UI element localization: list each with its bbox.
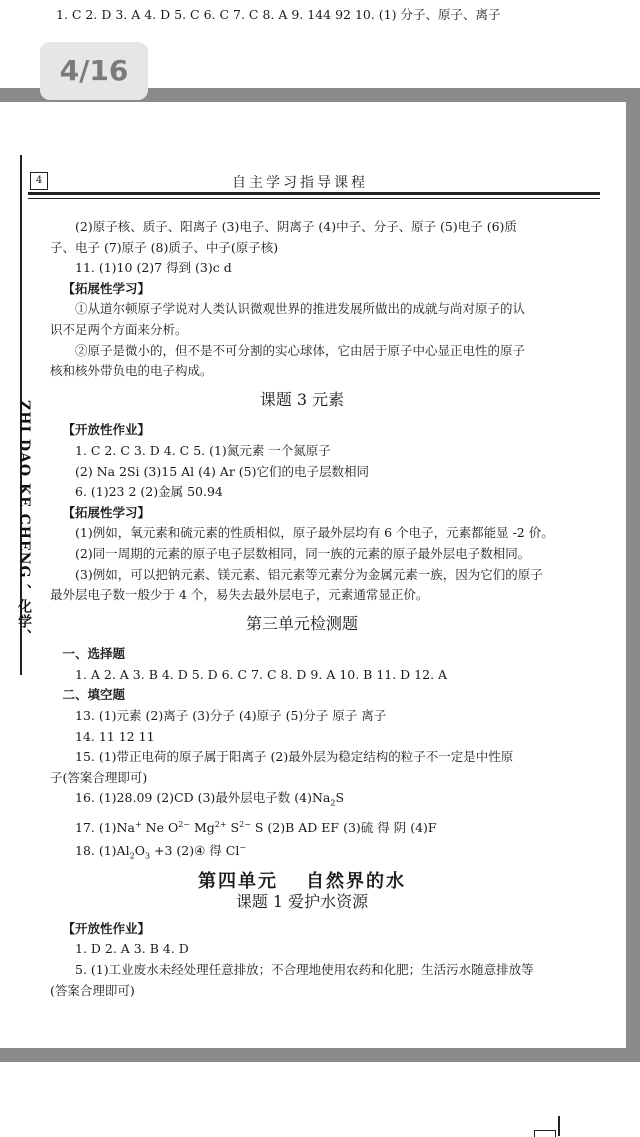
text-line: 16. (1)28.09 (2)CD (3)最外层电子数 $(4)Na_2S$ bbox=[75, 790, 345, 808]
text-line: 14. 11 12 11 bbox=[75, 728, 155, 744]
text-line: 1. A 2. A 3. B 4. D 5. D 6. C 7. C 8. D 9. A 10. B 11. D 12. A bbox=[75, 666, 448, 682]
text-line: 13. (1)元素 (2)离子 (3)分子 (4)原子 (5)分子 原子 离子 bbox=[75, 708, 387, 724]
text-line: 18. $(1)Al_2O_3 +3$ (2)④ 得 Cl− bbox=[75, 843, 247, 861]
lesson-title: 课题 1 爱护水资源 bbox=[235, 892, 369, 912]
text-line: (2) Na 2Si (3)15 Al (4) Ar (5)它们的电子层数相同 bbox=[75, 463, 369, 479]
text-line: 核和核外带负电的电子构成。 bbox=[50, 363, 213, 379]
answer-content bbox=[50, 217, 554, 1001]
text-line: ②原子是微小的，但不是不可分割的实心球体，它由居于原子中心显正电性的原子 bbox=[75, 342, 526, 358]
section-heading: 【开放性作业】 bbox=[62, 920, 151, 936]
page-right-edge bbox=[626, 88, 640, 1062]
section-heading: 一、选择题 bbox=[62, 646, 126, 662]
text-line: 11. (1)10 (2)7 得到 (3)c d bbox=[75, 260, 232, 276]
vertical-side-text: ZHI DAO KE CHENG 、化学、 bbox=[16, 400, 32, 645]
text-line: 1. C 2. C 3. D 4. C 5. (1)氮元素 一个氮原子 bbox=[75, 442, 331, 458]
unit-title: 第四单元 自然界的水 bbox=[198, 870, 406, 892]
text-line: 子(答案合理即可) bbox=[50, 769, 148, 785]
page-indicator-badge: 4/16 bbox=[40, 42, 148, 100]
section-heading: 二、填空题 bbox=[62, 687, 126, 703]
lesson-title: 课题 3 元素 bbox=[259, 389, 345, 409]
text-line: (2)同一周期的元素的原子电子层数相同，同一族的元素的原子最外层电子数相同。 bbox=[75, 545, 531, 561]
text-line: (2)原子核、质子、阳离子 (3)电子、阴离子 (4)中子、分子、原子 (5)电子 (6)质 bbox=[75, 219, 517, 234]
text-line: ①从道尔顿原子学说对人类认识微观世界的推进发展所做出的成就与尚对原子的认 bbox=[75, 301, 526, 317]
text-line: 子、电子 (7)原子 (8)质子、中子(原子核) bbox=[50, 239, 279, 255]
text-line: 1. D 2. A 3. B 4. D bbox=[75, 941, 189, 957]
running-header-title: 自主学习指导课程 bbox=[232, 175, 368, 191]
text-line: (3)例如，可以把钠元素、镁元素、铝元素等元素分为金属元素一族，因为它们的原子 bbox=[75, 566, 543, 582]
unit-test-title: 第三单元检测题 bbox=[245, 613, 358, 633]
next-page-margin-rule bbox=[558, 1116, 560, 1136]
text-line: (1)例如，氧元素和硫元素的性质相似，原子最外层均有 6 个电子，元素都能显 -2 价。 bbox=[75, 525, 554, 541]
text-line: 6. (1)23 2 (2)金属 50.94 bbox=[75, 484, 223, 500]
page-number: 4 bbox=[30, 172, 48, 190]
section-heading: 【拓展性学习】 bbox=[62, 504, 151, 520]
section-heading: 【拓展性学习】 bbox=[62, 280, 151, 296]
text-line: 17. (1)Na+ Ne $O^{2-}$ $Mg^{2+}$ $S^{2-}$ S (2)B AD EF (3)硫 得 阴 (4)F bbox=[75, 819, 437, 835]
text-line: 5. (1)工业废水未经处理任意排放；不合理地使用农药和化肥；生活污水随意排放等 bbox=[75, 961, 534, 977]
previous-page-answer-line: 1. C 2. D 3. A 4. D 5. C 6. C 7. C 8. A 9. 144 92 10. (1) 分子、原子、离子 bbox=[56, 7, 501, 22]
text-line: (答案合理即可) bbox=[50, 982, 135, 998]
header-rule bbox=[28, 192, 600, 199]
text-line: 识不足两个方面来分析。 bbox=[50, 321, 188, 337]
text-line: 15. (1)带正电荷的原子属于阳离子 (2)最外层为稳定结构的粒子不一定是中性原 bbox=[75, 749, 514, 765]
text-line: 最外层电子数一般少于 4 个，易失去最外层电子，元素通常显正价。 bbox=[50, 587, 429, 603]
page-separator-bottom bbox=[0, 1048, 640, 1062]
section-heading: 【开放性作业】 bbox=[62, 422, 151, 438]
